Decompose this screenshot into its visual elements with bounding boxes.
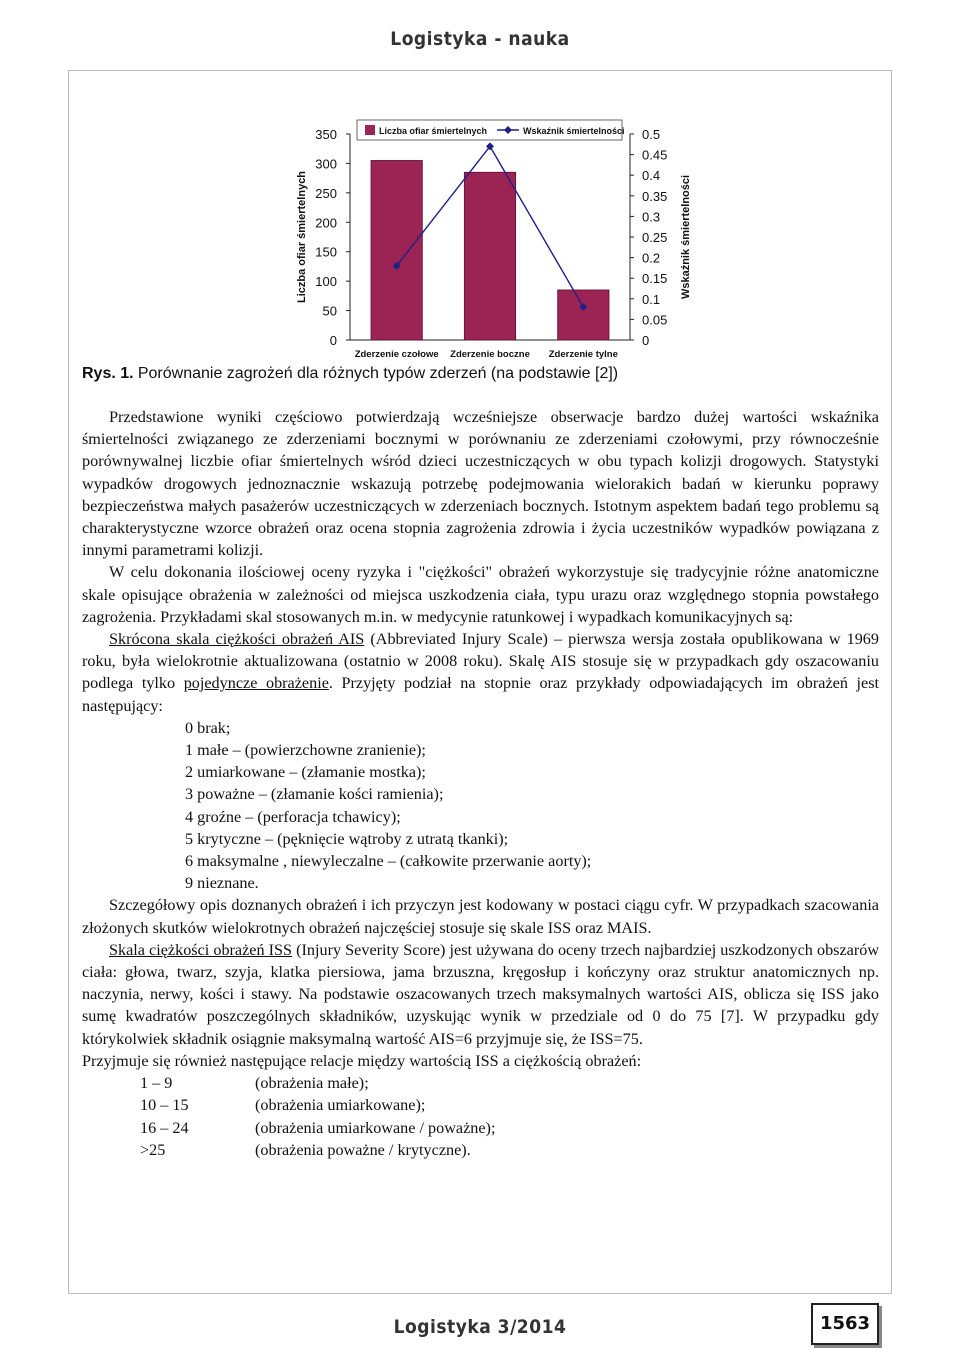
paragraph: Przyjmuje się również następujące relacje między wartością ISS a ciężkością obrażeń: — [82, 1051, 642, 1070]
y-tick-label-right: 0 — [642, 333, 650, 348]
table-row: 1 – 9 (obrażenia małe); — [140, 1074, 369, 1093]
x-tick-label: Zderzenie boczne — [450, 349, 530, 360]
paragraph: Skala ciężkości obrażeń ISS (Injury Severity Score) jest używana do oceny trzech najbardziej uszkodzonych obszarów ciała: głowa, twarz, szyja, klatka piersiowa, jama brzuszna, kręgosłup i kończyny oraz struktur anatomicznych np. naczynia, nerwy, kości i stawy. Na podstawie oszacowanych trzech maksymalnych wartości AIS, oblicza się ISS jako sumę kwadratów poszczególnych składników, uzyskując wynik w przedziale od 0 do 75 [7]. W przypadku gdy którykolwiek składnik osiągnie maksymalną wartość AIS=6 przyjmuje się, że ISS=75. — [82, 940, 880, 1048]
paragraph: Szczegółowy opis doznanych obrażeń i ich przyczyn jest kodowany w postaci ciągu cyfr. W przypadkach szacowania złożonych skutków wielokrotnych obrażeń najczęściej stosuje się skale ISS oraz MAIS. — [82, 896, 879, 937]
legend-label: Liczba ofiar śmiertelnych — [379, 126, 488, 136]
y-tick-label-left: 300 — [315, 156, 337, 172]
y-tick-label-right: 0.5 — [642, 127, 661, 142]
list-item: 3 poważne – (złamanie kości ramienia); — [185, 785, 444, 804]
y-tick-label-left: 150 — [315, 244, 337, 260]
list-item: 9 nieznane. — [185, 874, 259, 893]
figure-caption — [82, 363, 618, 383]
y-tick-label-left: 350 — [315, 127, 337, 142]
page-number: 1563 — [811, 1303, 879, 1345]
list-item: 6 maksymalne , niewyleczalne – (całkowite przerwanie aorty); — [185, 852, 592, 871]
ais-term: Skrócona skala ciężkości obrażeń AIS — [109, 630, 365, 649]
bar — [558, 290, 609, 340]
list-item: 4 groźne – (perforacja tchawicy); — [185, 807, 401, 826]
y-tick-label-right: 0.4 — [642, 168, 661, 184]
y-tick-label-right: 0.2 — [642, 250, 661, 266]
y-tick-label-right: 0.3 — [642, 209, 661, 225]
y-tick-label-left: 50 — [322, 303, 337, 319]
caption-label: Rys. 1. — [82, 365, 134, 382]
y-tick-label-left: 250 — [315, 185, 337, 201]
list-item: 2 umiarkowane – (złamanie mostka); — [185, 763, 426, 782]
y-axis-title-left: Liczba ofiar śmiertelnych — [296, 170, 308, 304]
table-row: 16 – 24 (obrażenia umiarkowane / poważne); — [140, 1118, 496, 1137]
single-injury-term: pojedyncze obrażenie — [183, 674, 329, 693]
iss-term: Skala ciężkości obrażeń ISS — [109, 940, 293, 959]
journal-header: Logistyka - nauka — [390, 28, 570, 50]
y-tick-label-right: 0.45 — [642, 147, 668, 163]
legend-swatch-bar — [365, 125, 375, 135]
y-tick-label-right: 0.15 — [642, 271, 668, 287]
paragraph: Przedstawione wyniki częściowo potwierdzają wcześniejsze obserwacje bardzo dużej wartości wskaźnika śmiertelności związanego ze zderzeniami bocznymi w porównaniu ze zderzeniami czołowymi, przy równocześnie porównywalnej liczbie ofiar śmiertelnych wśród dzieci uczestniczących w obu typach kolizji drogowych. Statystyki wypadków drogowych jednoznacznie wskazują potrzebę podejmowania wielorakich badań w kierunku poprawy bezpieczeństwa małych pasażerów uczestniczących w zderzeniach bocznych. Istotnym aspektem badań tego problemu są charakterystyczne wzorce obrażeń oraz ocena stopnia zagrożenia zdrowia i życia uczestników wypadków powiązana z innymi parametrami kolizji. — [82, 408, 879, 560]
legend-label: Wskaźnik śmiertelności — [523, 126, 625, 136]
table-row: >25 (obrażenia poważne / krytyczne). — [140, 1140, 471, 1159]
table-row: 10 – 15 (obrażenia umiarkowane); — [140, 1096, 426, 1115]
list-item: 1 małe – (powierzchowne zranienie); — [185, 741, 426, 760]
list-item: 0 brak; — [185, 718, 231, 737]
paragraph: Skrócona skala ciężkości obrażeń AIS (Abbreviated Injury Scale) – pierwsza wersja została opublikowana w 1969 roku, była wielokrotnie aktualizowana (ostatnio w 2008 roku). Skalę AIS stosuje się w przypadkach gdy oszacowaniu podlega tylko pojedyncze obrażenie. Przyjęty podział na stopnie oraz przykłady odpowiadających im obrażeń jest następujący: — [82, 630, 879, 715]
y-tick-label-left: 200 — [315, 215, 337, 231]
y-tick-label-left: 100 — [315, 274, 337, 290]
x-tick-label: Zderzenie tylne — [548, 349, 618, 360]
journal-footer: Logistyka 3/2014 — [393, 1316, 567, 1338]
article-body — [82, 406, 879, 1161]
combo-chart — [285, 112, 705, 367]
ais-level-list — [82, 717, 879, 895]
x-tick-label: Zderzenie czołowe — [354, 349, 439, 360]
y-axis-title-right: Wskaźnik śmiertelności — [680, 174, 692, 300]
y-tick-label-right: 0.1 — [642, 291, 661, 307]
y-tick-label-left: 0 — [329, 333, 337, 348]
list-item: 5 krytyczne – (pęknięcie wątroby z utratą tkanki); — [185, 829, 509, 848]
y-tick-label-right: 0.35 — [642, 188, 668, 204]
bar — [464, 172, 515, 340]
iss-relations-table — [82, 1072, 879, 1161]
caption-text: Porównanie zagrożeń dla różnych typów zderzeń (na podstawie [2]) — [137, 365, 619, 382]
bar — [371, 160, 422, 340]
y-tick-label-right: 0.25 — [642, 230, 668, 245]
paragraph: W celu dokonania ilościowej oceny ryzyka i "ciężkości" obrażeń wykorzystuje się tradycyjnie różne anatomiczne skale opisujące obrażenia w zależności od miejsca uszkodzenia ciała, typu urazu oraz względnego stopnia powstałego zagrożenia. Przykładami skal stosowanych m.in. w medycynie ratunkowej i wypadkach komunikacyjnych są: — [82, 563, 879, 626]
y-tick-label-right: 0.05 — [642, 312, 668, 328]
